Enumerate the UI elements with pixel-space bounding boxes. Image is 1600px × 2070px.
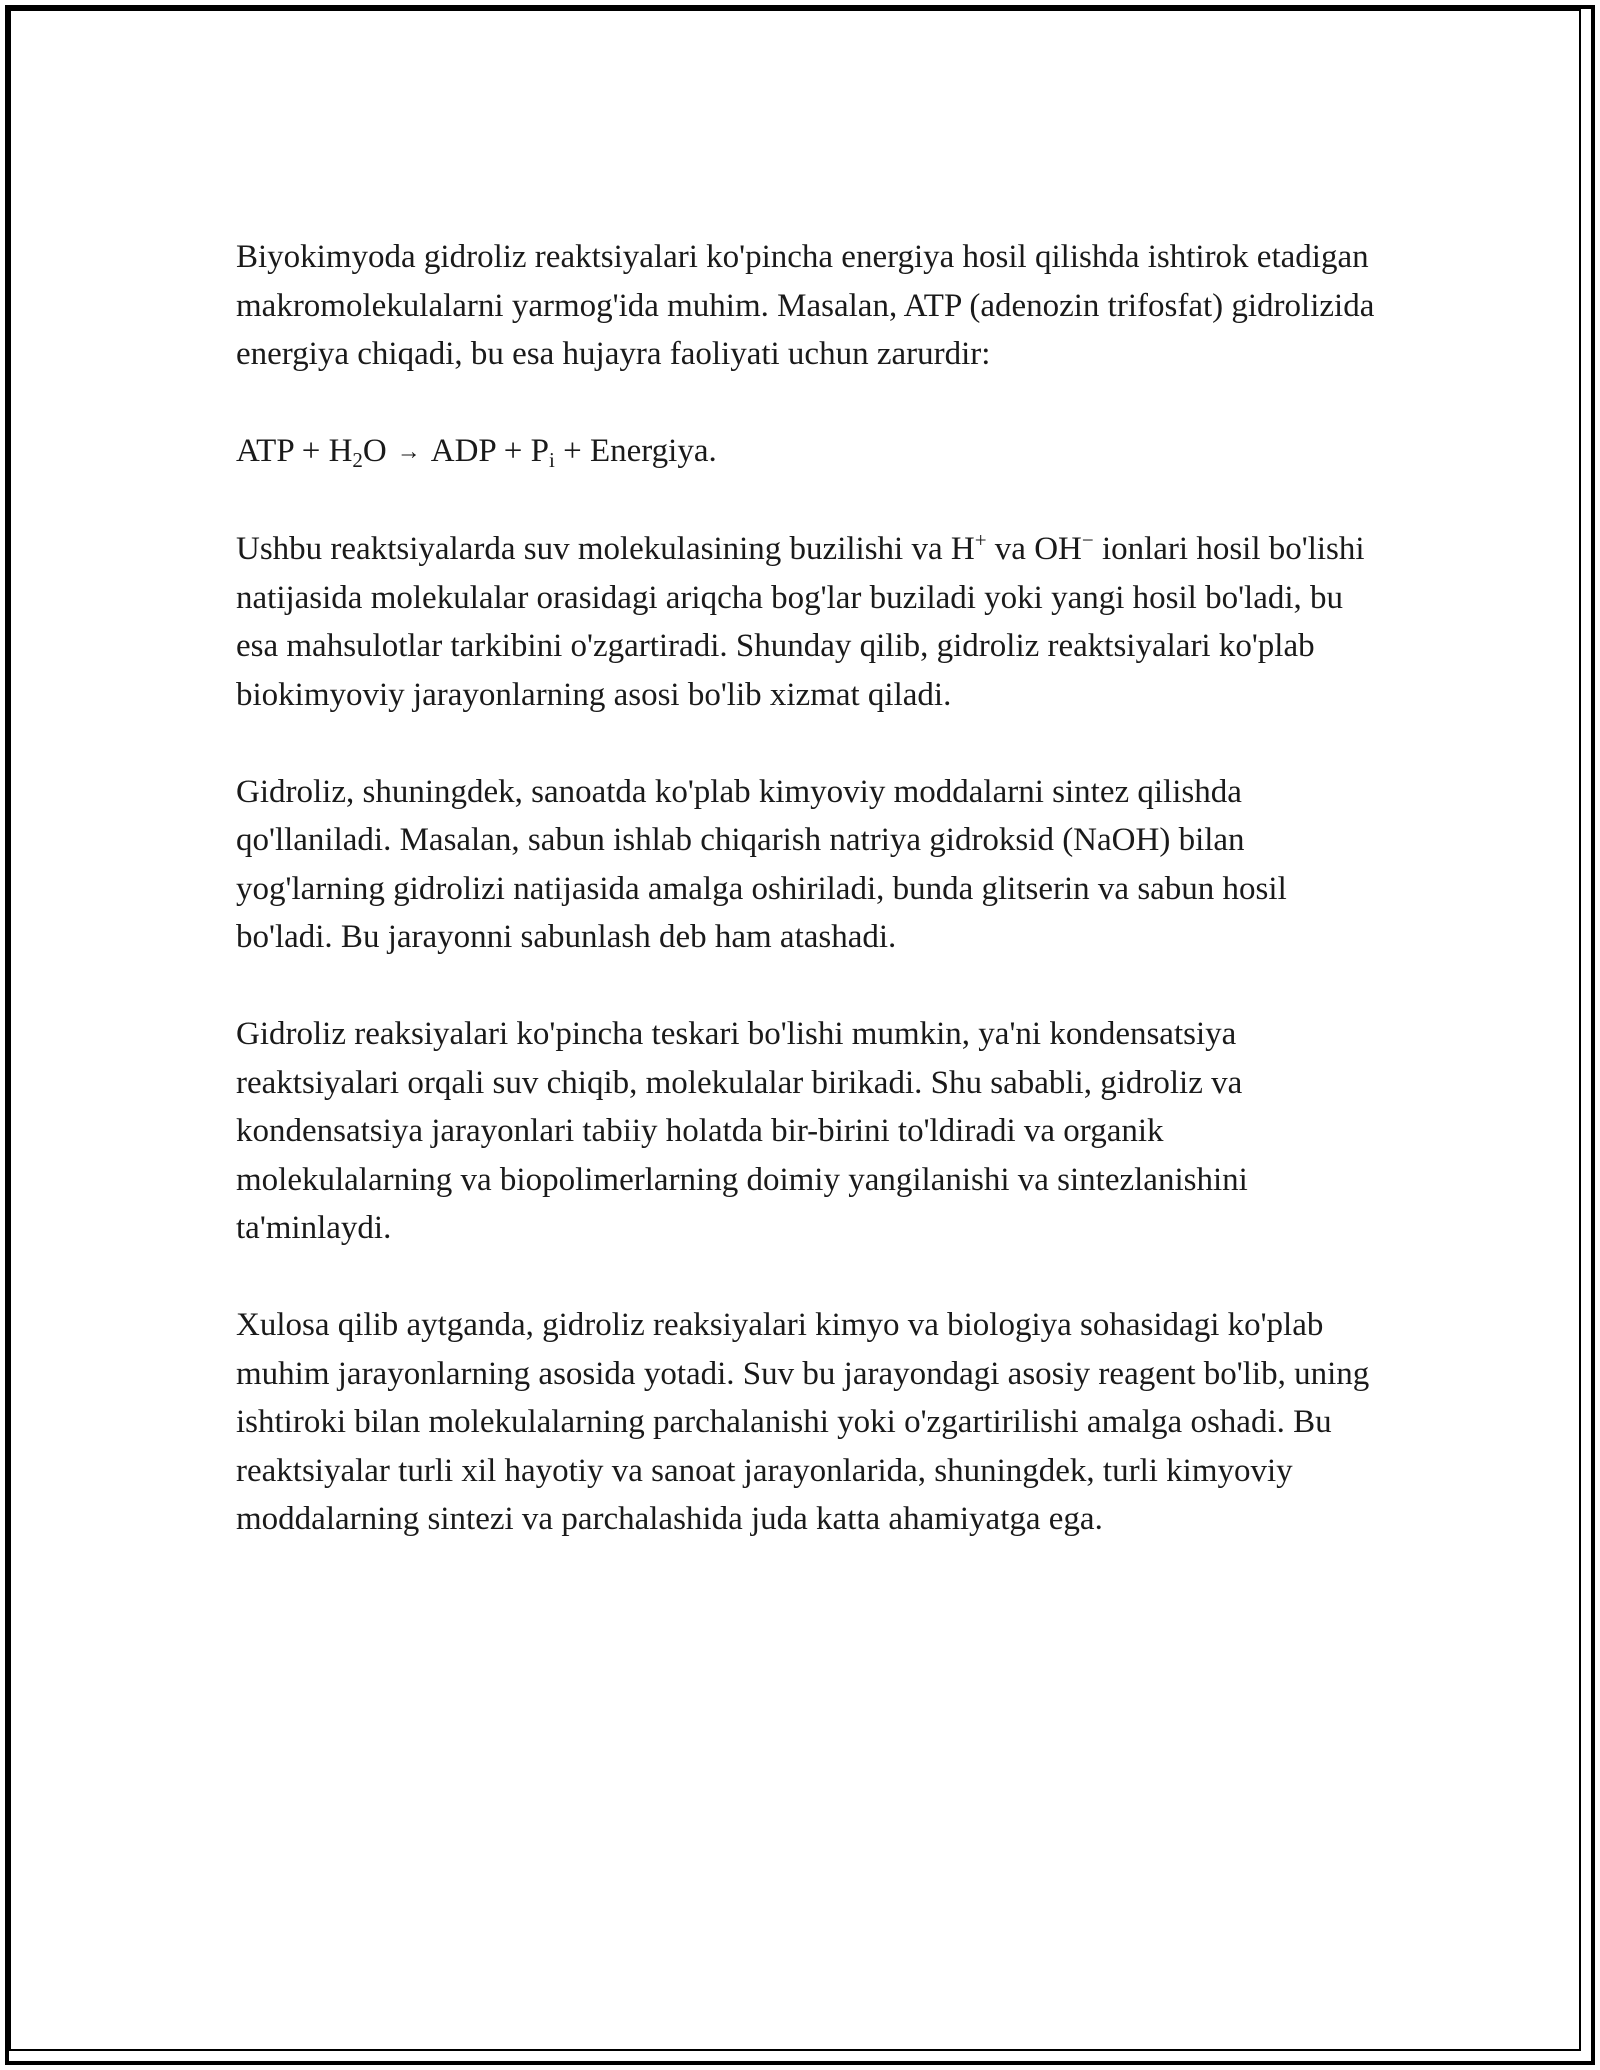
paragraph-condensation: Gidroliz reaksiyalari ko'pincha teskari bo'lishi mumkin, ya'ni kondensatsiya reaktsiyalari orqali suv chiqib, molekulalar birikadi. Shu sababli, gidroliz va kondensatsiya jarayonlari tabiiy holatda bir-birini to'ldiradi va organik molekulalarning va biopolimerlarning doimiy yangilanishi va sintezlanishini ta'minlaydi. bbox=[236, 1016, 1248, 1246]
hydroxide-ion-charge: − bbox=[1081, 528, 1094, 552]
hydrogen-ion-charge: + bbox=[974, 528, 987, 552]
equation-reactants: ATP + H bbox=[236, 433, 353, 469]
paragraph-2-start: Ushbu reaktsiyalarda suv molekulasining buzilishi va H bbox=[236, 531, 975, 567]
phosphate-subscript: i bbox=[549, 448, 555, 472]
paragraph-2-mid: va OH bbox=[986, 531, 1082, 567]
paragraph-water-ions bbox=[236, 525, 1386, 719]
paragraph-2-end: ionlari hosil bo'lishi natijasida molekulalar orasidagi ariqcha bog'lar buziladi yoki yangi hosil bo'ladi, bu esa mahsulotlar tarkibini o'zgartiradi. Shunday qilib, gidroliz reaktsiyalari ko'plab biokimyoviy jarayonlarning asosi bo'lib xizmat qiladi. bbox=[236, 531, 1365, 713]
water-oxygen: O bbox=[362, 433, 387, 469]
paragraph-conclusion: Xulosa qilib aytganda, gidroliz reaksiyalari kimyo va biologiya sohasidagi ko'plab muhim jarayonlarning asosida yotadi. Suv bu jarayondagi asosiy reagent bo'lib, uning ishtiroki bilan molekulalarning parchalanishi yoki o'zgartirilishi amalga oshadi. Bu reaktsiyalar turli xil hayotiy va sanoat jarayonlarida, shuningdek, turli kimyoviy moddalarning sintezi va parchalashida juda katta ahamiyatga ega. bbox=[236, 1307, 1370, 1537]
paragraph-atp-intro: Biyokimyoda gidroliz reaktsiyalari ko'pincha energiya hosil qilishda ishtirok etadigan makromolekulalarni yarmog'ida muhim. Masalan, ATP (adenozin trifosfat) gidrolizida energiya chiqadi, bu esa hujayra faoliyati uchun zarurdir: bbox=[236, 239, 1375, 372]
water-subscript: 2 bbox=[352, 448, 363, 472]
equation-energy: + Energiya. bbox=[554, 433, 717, 469]
atp-hydrolysis-equation bbox=[236, 427, 1386, 477]
paragraph-industry: Gidroliz, shuningdek, sanoatda ko'plab kimyoviy moddalarni sintez qilishda qo'llaniladi. Masalan, sabun ishlab chiqarish natriya gidroksid (NaOH) bilan yog'larning gidrolizi natijasida amalga oshiriladi, bunda glitserin va sabun hosil bo'ladi. Bu jarayonni sabunlash deb ham atashadi. bbox=[236, 773, 1287, 955]
document-body bbox=[236, 233, 1386, 1592]
equation-products: ADP + P bbox=[430, 433, 550, 469]
reaction-arrow-icon: → bbox=[396, 439, 421, 465]
